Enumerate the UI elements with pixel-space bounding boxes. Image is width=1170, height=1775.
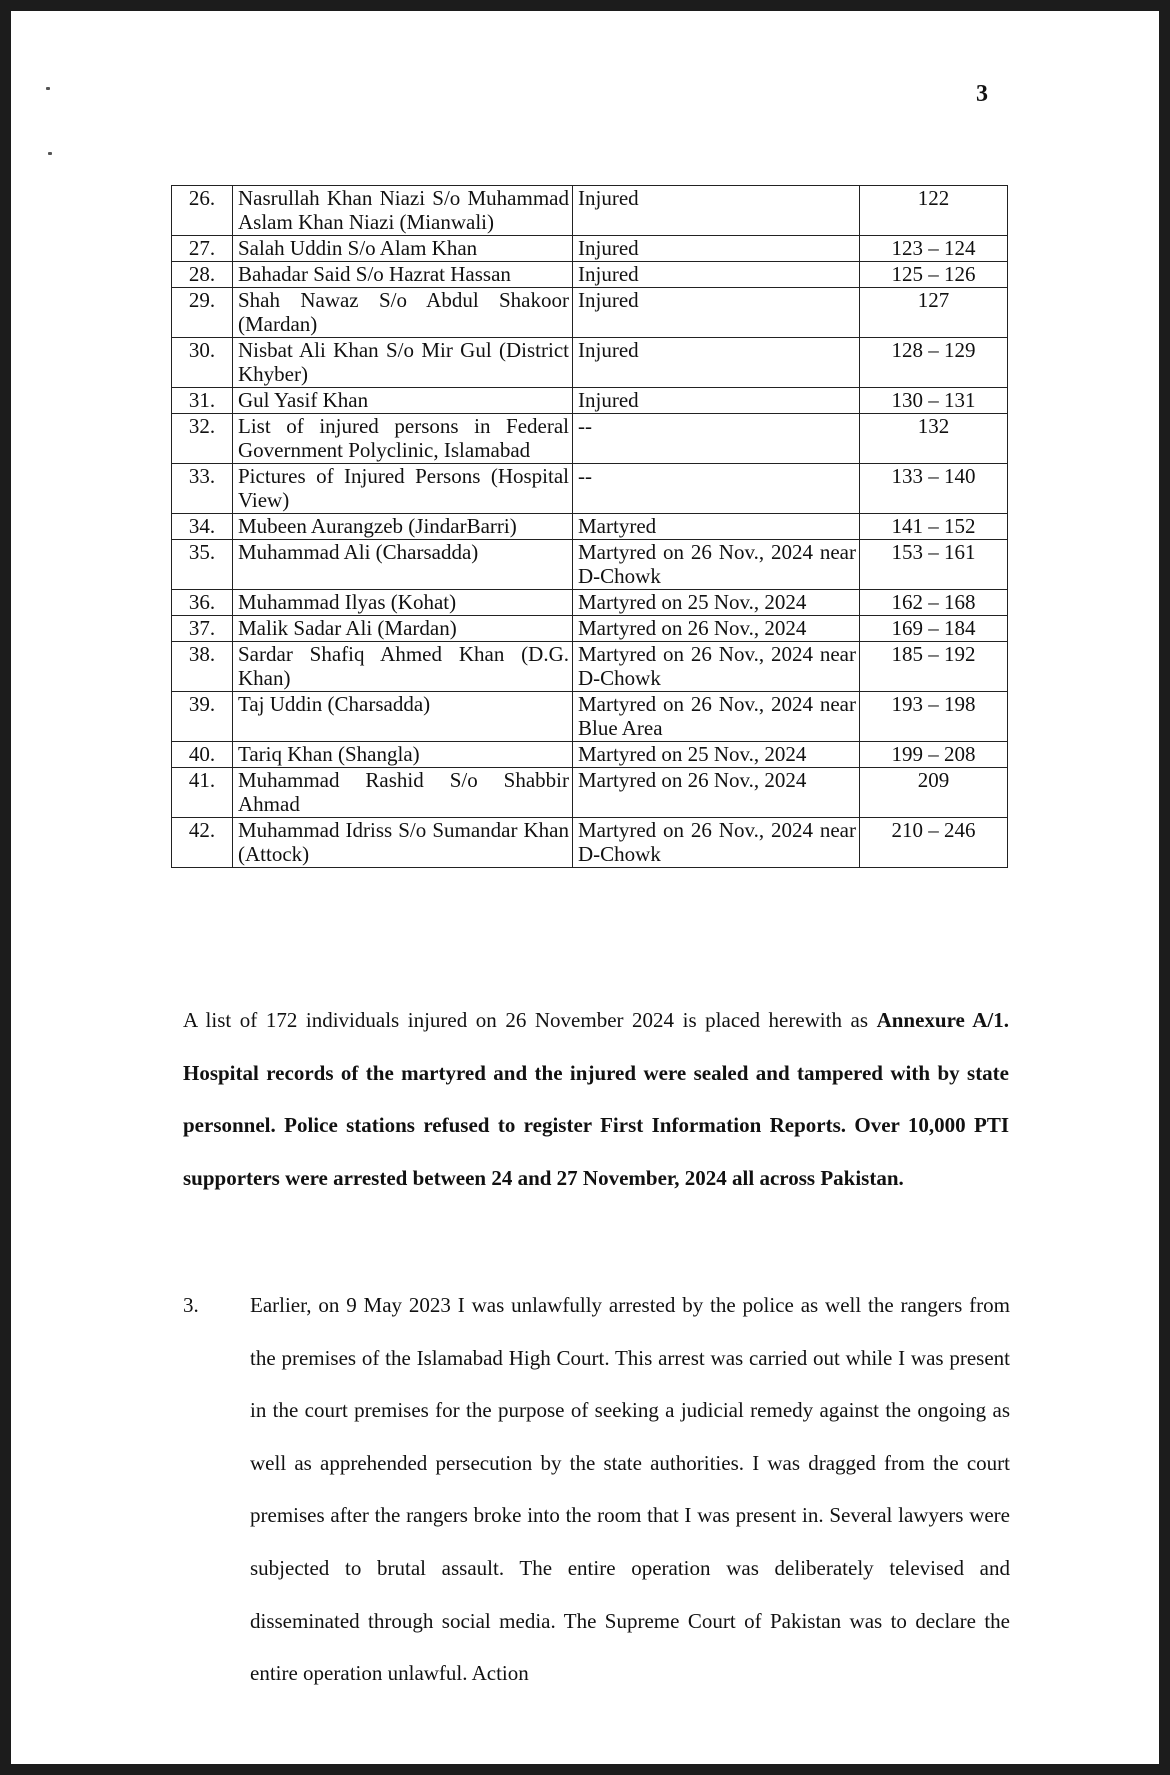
page-range: 209 [860, 768, 1008, 818]
status: Martyred [573, 514, 860, 540]
page-range: 153 – 161 [860, 540, 1008, 590]
table-row [172, 642, 1008, 692]
table-row [172, 692, 1008, 742]
document-page [11, 11, 1159, 1764]
annexure-table [171, 185, 1008, 868]
person-name: Bahadar Said S/o Hazrat Hassan [233, 262, 573, 288]
page-range: 132 [860, 414, 1008, 464]
row-number: 32. [172, 414, 233, 464]
status: -- [573, 414, 860, 464]
page-range: 133 – 140 [860, 464, 1008, 514]
table-row [172, 338, 1008, 388]
status: -- [573, 464, 860, 514]
page-range: 185 – 192 [860, 642, 1008, 692]
table-row [172, 236, 1008, 262]
row-number: 42. [172, 818, 233, 868]
table-row [172, 616, 1008, 642]
status: Injured [573, 388, 860, 414]
status: Martyred on 25 Nov., 2024 [573, 590, 860, 616]
annexure-paragraph-bold: Annexure A/1. Hospital records of the martyred and the injured were sealed and tampered with by state personnel. Police stations refused to register First Information Reports. Over 10,000 PTI supporters were arrested between 24 and 27 November, 2024 all across Pakistan. [183, 1008, 1009, 1190]
page-range: 169 – 184 [860, 616, 1008, 642]
row-number: 35. [172, 540, 233, 590]
status: Martyred on 26 Nov., 2024 near D-Chowk [573, 642, 860, 692]
table-row [172, 742, 1008, 768]
row-number: 34. [172, 514, 233, 540]
row-number: 37. [172, 616, 233, 642]
status: Injured [573, 186, 860, 236]
table-row [172, 514, 1008, 540]
status: Martyred on 26 Nov., 2024 near D-Chowk [573, 818, 860, 868]
page-range: 130 – 131 [860, 388, 1008, 414]
row-number: 40. [172, 742, 233, 768]
page-range: 128 – 129 [860, 338, 1008, 388]
status: Injured [573, 262, 860, 288]
paragraph-number: 3. [183, 1293, 199, 1317]
row-number: 31. [172, 388, 233, 414]
person-name: Muhammad Rashid S/o Shabbir Ahmad [233, 768, 573, 818]
person-name: Muhammad Idriss S/o Sumandar Khan (Attock) [233, 818, 573, 868]
person-name: Pictures of Injured Persons (Hospital View) [233, 464, 573, 514]
page-range: 210 – 246 [860, 818, 1008, 868]
person-name: Taj Uddin (Charsadda) [233, 692, 573, 742]
page-range: 127 [860, 288, 1008, 338]
person-name: Shah Nawaz S/o Abdul Shakoor (Mardan) [233, 288, 573, 338]
row-number: 38. [172, 642, 233, 692]
page-range: 193 – 198 [860, 692, 1008, 742]
status: Injured [573, 236, 860, 262]
table-row [172, 590, 1008, 616]
page-range: 162 – 168 [860, 590, 1008, 616]
table-row [172, 388, 1008, 414]
table-row [172, 262, 1008, 288]
paragraph-3-text: Earlier, on 9 May 2023 I was unlawfully arrested by the police as well the rangers from the premises of the Islamabad High Court. This arrest was carried out while I was present in the court premises for the purpose of seeking a judicial remedy against the ongoing as well as apprehended persecution by the state authorities. I was dragged from the court premises after the rangers broke into the room that I was present in. Several lawyers were subjected to brutal assault. The entire operation was deliberately televised and disseminated through social media. The Supreme Court of Pakistan was to declare the entire operation unlawful. Action [250, 1293, 1010, 1686]
row-number: 41. [172, 768, 233, 818]
person-name: Salah Uddin S/o Alam Khan [233, 236, 573, 262]
table-row [172, 540, 1008, 590]
page-range: 125 – 126 [860, 262, 1008, 288]
row-number: 36. [172, 590, 233, 616]
page-range: 123 – 124 [860, 236, 1008, 262]
person-name: Nisbat Ali Khan S/o Mir Gul (District Khyber) [233, 338, 573, 388]
person-name: Mubeen Aurangzeb (JindarBarri) [233, 514, 573, 540]
row-number: 30. [172, 338, 233, 388]
row-number: 29. [172, 288, 233, 338]
person-name: Muhammad Ilyas (Kohat) [233, 590, 573, 616]
annexure-paragraph-lead: A list of 172 individuals injured on 26 November 2024 is placed herewith as [183, 1008, 877, 1032]
scan-mark [46, 87, 50, 90]
status: Injured [573, 288, 860, 338]
person-name: Nasrullah Khan Niazi S/o Muhammad Aslam Khan Niazi (Mianwali) [233, 186, 573, 236]
person-name: Tariq Khan (Shangla) [233, 742, 573, 768]
person-name: Malik Sadar Ali (Mardan) [233, 616, 573, 642]
row-number: 33. [172, 464, 233, 514]
row-number: 28. [172, 262, 233, 288]
status: Martyred on 26 Nov., 2024 near D-Chowk [573, 540, 860, 590]
person-name: Sardar Shafiq Ahmed Khan (D.G. Khan) [233, 642, 573, 692]
table-row [172, 288, 1008, 338]
status: Martyred on 25 Nov., 2024 [573, 742, 860, 768]
table-row [172, 464, 1008, 514]
status: Martyred on 26 Nov., 2024 [573, 768, 860, 818]
status: Martyred on 26 Nov., 2024 [573, 616, 860, 642]
person-name: Muhammad Ali (Charsadda) [233, 540, 573, 590]
status: Injured [573, 338, 860, 388]
row-number: 39. [172, 692, 233, 742]
page-number: 3 [976, 81, 988, 107]
person-name: Gul Yasif Khan [233, 388, 573, 414]
person-name: List of injured persons in Federal Government Polyclinic, Islamabad [233, 414, 573, 464]
scan-mark [48, 152, 52, 155]
page-range: 122 [860, 186, 1008, 236]
page-range: 199 – 208 [860, 742, 1008, 768]
status: Martyred on 26 Nov., 2024 near Blue Area [573, 692, 860, 742]
table-row [172, 414, 1008, 464]
table-row [172, 768, 1008, 818]
page-range: 141 – 152 [860, 514, 1008, 540]
annexure-table-body [172, 186, 1008, 868]
row-number: 27. [172, 236, 233, 262]
table-row [172, 186, 1008, 236]
annexure-paragraph [183, 994, 1009, 1204]
table-row [172, 818, 1008, 868]
row-number: 26. [172, 186, 233, 236]
